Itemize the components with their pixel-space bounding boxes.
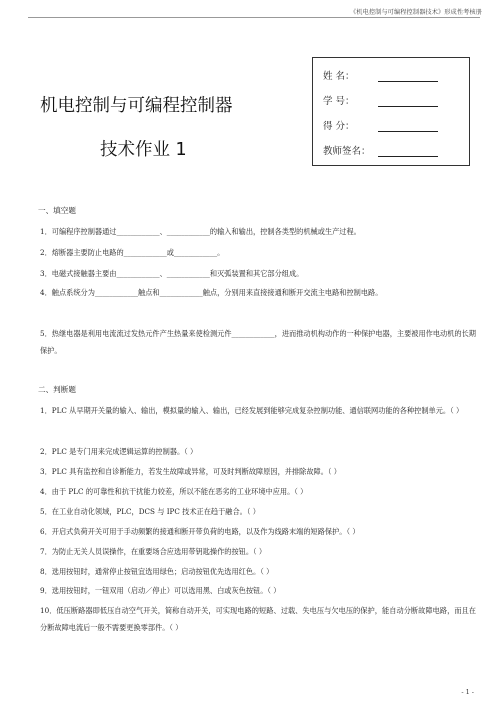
fill-question: 3．电磁式接触器主要由____________、____________和灭弧装置和其它部分组成。 bbox=[40, 269, 304, 278]
teacher-signature-label: 教师签名： bbox=[323, 146, 371, 157]
name-row bbox=[323, 68, 438, 82]
score-label: 得 分： bbox=[323, 121, 355, 132]
fill-question: 4．触点系统分为____________触点和____________触点，分别用来直接接通和断开交流主电路和控制电路。 bbox=[40, 288, 383, 297]
header-rule bbox=[28, 17, 480, 18]
teacher-signature-blank[interactable] bbox=[378, 146, 438, 157]
student-id-label: 学 号： bbox=[323, 96, 355, 107]
student-id-blank[interactable] bbox=[378, 96, 438, 107]
judge-question: 1．PLC 从早期开关量的输入、输出，模拟量的输入、输出，已经发展到能够完成复杂控制功能、通信联网功能的各种控制单元。（ ） bbox=[40, 406, 464, 415]
judge-question: 8．选用按钮时，通常停止按钮宜选用绿色；启动按钮优先选用红色。（ ） bbox=[40, 567, 274, 576]
judge-question: 2．PLC 是专门用来完成逻辑运算的控制器。（ ） bbox=[40, 447, 198, 456]
fill-question: 1．可编程序控制器通过____________、____________的输入和输出，控制各类型的机械或生产过程。 bbox=[40, 227, 361, 236]
judge-question: 7．为防止无关人员误操作，在重要场合应选用带钥匙操作的按钮。（ ） bbox=[40, 547, 267, 556]
student-id-row bbox=[323, 93, 438, 107]
section-title-fill-in: 一、填空题 bbox=[38, 206, 76, 215]
document-subtitle: 技术作业 1 bbox=[100, 140, 187, 160]
judge-question: 5．在工业自动化领域，PLC，DCS 与 IPC 技术正在趋于融合。（ ） bbox=[40, 507, 260, 516]
running-header: 《机电控制与可编程控制器技术》形成性考核册 bbox=[349, 9, 482, 16]
score-row bbox=[323, 118, 438, 132]
judge-question: 4．由于 PLC 的可靠性和抗干扰能力较差，所以不能在恶劣的工业环境中应用。（ ） bbox=[40, 487, 308, 496]
fill-question: 2．熔断器主要防止电路的____________或____________。 bbox=[40, 248, 225, 257]
section-title-true-false: 二、判断题 bbox=[38, 385, 76, 394]
page-number: - 1 - bbox=[461, 688, 474, 696]
teacher-signature-row bbox=[323, 143, 438, 157]
student-info-box bbox=[312, 57, 470, 166]
fill-question: 5．热继电器是利用电流流过发热元件产生热量来使检测元件____________，进而推动机构动作的一种保护电器，主要被用作电动机的长期保护。 bbox=[40, 329, 476, 355]
judge-question: 9．选用按钮时，一钮双用（启动／停止）可以选用黑、白或灰色按钮。（ ） bbox=[40, 586, 281, 595]
name-blank[interactable] bbox=[378, 71, 438, 82]
judge-question: 10．低压断路器即低压自动空气开关，简称自动开关，可实现电路的短路、过载、失电压与欠电压的保护，能自动分断故障电路，而且在分断故障电流后一般不需要更换零部件。（ ） bbox=[40, 606, 476, 632]
name-label: 姓 名： bbox=[323, 71, 355, 82]
judge-question: 6．开启式负荷开关可用于手动频繁的接通和断开带负荷的电路，以及作为线路末端的短路保护。（ ） bbox=[40, 527, 360, 536]
document-title: 机电控制与可编程控制器 bbox=[40, 96, 233, 116]
score-blank[interactable] bbox=[378, 121, 438, 132]
judge-question: 3．PLC 具有监控和自诊断能力，若发生故障或异常，可及时判断故障原因，并排除故障。（ ） bbox=[40, 467, 341, 476]
